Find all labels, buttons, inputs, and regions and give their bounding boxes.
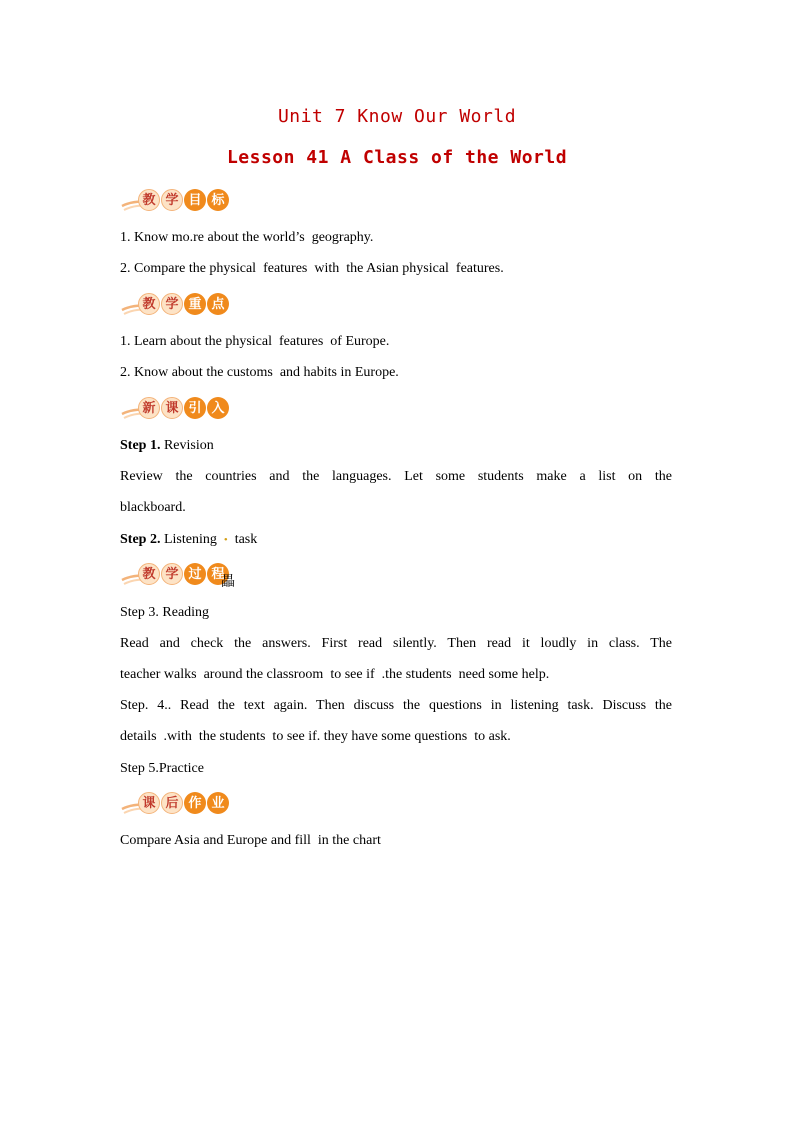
section-char: 后 <box>161 792 183 814</box>
section-char: 课 <box>161 397 183 419</box>
step1-line <box>120 437 672 455</box>
section-char: 新 <box>138 397 160 419</box>
stray-character: 畾 <box>221 574 235 590</box>
section-char: 学 <box>161 189 183 211</box>
section-header-objectives <box>120 188 260 212</box>
review-line: Review the countries and the languages. Let some students make a list on the <box>120 469 672 484</box>
step5-line: Step 5.Practice <box>120 761 204 776</box>
section-header-homework <box>120 791 260 815</box>
step3-line: Step 3. Reading <box>120 605 210 620</box>
section-char: 作 <box>184 792 206 814</box>
reading-line: Read and check the answers. First read silently. Then read it loudly in class. The <box>120 636 672 651</box>
section-char: 业 <box>207 792 229 814</box>
section-char: 程 <box>207 563 229 585</box>
objective-line: 2. Compare the physical features with the Asian physical features. <box>120 261 504 276</box>
homework-line: Compare Asia and Europe and fill in the chart <box>120 833 381 848</box>
section-char: 课 <box>138 792 160 814</box>
section-char: 引 <box>184 397 206 419</box>
lesson-title: Lesson 41 A Class of the World <box>226 147 568 168</box>
step2-tail: task <box>234 532 258 547</box>
step2-text: Listening <box>160 532 217 547</box>
section-char: 教 <box>138 189 160 211</box>
section-char: 过 <box>184 563 206 585</box>
section-header-process <box>120 562 260 586</box>
section-char: 学 <box>161 563 183 585</box>
step1-label: Step 1. <box>120 438 161 453</box>
section-header-key-points <box>120 292 260 316</box>
section-char: 目 <box>184 189 206 211</box>
step2-label: Step 2. <box>120 532 161 547</box>
unit-title: Unit 7 Know Our World <box>277 106 517 127</box>
section-char: 标 <box>207 189 229 211</box>
step4-line: Step. 4.. Read the text again. Then discuss the questions in listening task. Discuss the <box>120 698 672 713</box>
step4-line: details .with the students to see if. they have some questions to ask. <box>120 729 511 744</box>
dot-mark: • <box>223 534 228 546</box>
section-char: 入 <box>207 397 229 419</box>
review-line: blackboard. <box>120 500 186 515</box>
section-char: 重 <box>184 293 206 315</box>
step1-text: Revision <box>160 438 214 453</box>
reading-line: teacher walks around the classroom to see if .the students need some help. <box>120 667 550 682</box>
objective-line: 1. Know mo.re about the world’s geography. <box>120 230 374 245</box>
section-char: 学 <box>161 293 183 315</box>
key-point-line: 2. Know about the customs and habits in Europe. <box>120 365 399 380</box>
section-char: 教 <box>138 293 160 315</box>
step2-line <box>120 531 672 549</box>
section-char: 点 <box>207 293 229 315</box>
key-point-line: 1. Learn about the physical features of Europe. <box>120 334 390 349</box>
section-char: 教 <box>138 563 160 585</box>
section-header-intro <box>120 396 260 420</box>
